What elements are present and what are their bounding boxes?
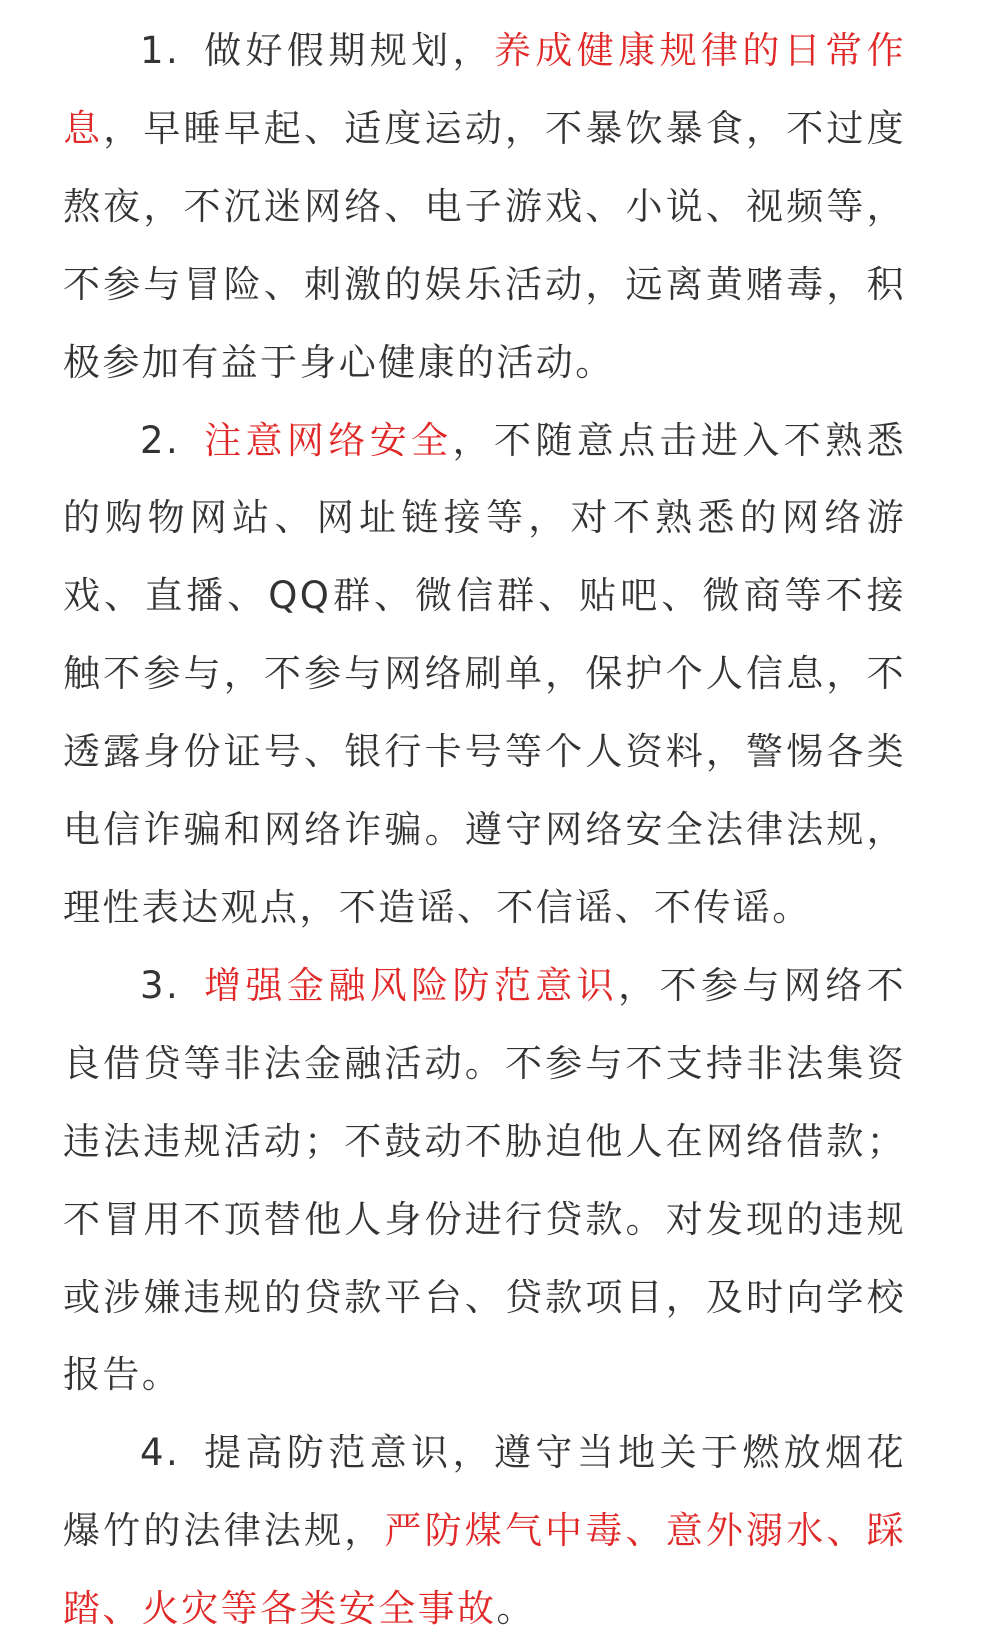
- item-number: 4.: [140, 1431, 181, 1475]
- item-text: ，不随意点击进入不熟悉的购物网站、网址链接等，对不熟悉的网络游戏、直播、QQ群、微信群、贴吧、微商等不接触不参与，不参与网络刷单，保护个人信息，不透露身份证号、银行卡号等个人资料，警惕各类电信诈骗和网络诈骗。遵守网络安全法律法规，理性表达观点，不造谣、不信谣、不传谣。: [63, 418, 906, 929]
- item-number: 1.: [140, 29, 181, 72]
- item-highlight: 严防煤气中毒、意外溺水、踩踏、火灾等各类安全事故: [63, 1509, 906, 1631]
- item-highlight: 注意网络安全: [202, 418, 453, 462]
- item-number: 2.: [140, 418, 181, 462]
- item-highlight: 养成健康规律的日常作息: [63, 29, 906, 150]
- safety-item-4: [63, 1414, 906, 1648]
- item-text: 。: [496, 1587, 536, 1631]
- article-body: [63, 12, 906, 1648]
- item-highlight: 增强金融风险防范意识: [202, 963, 619, 1007]
- safety-item-1: [63, 12, 906, 402]
- safety-item-2: [63, 402, 906, 947]
- item-text: 做好假期规划，: [202, 29, 494, 72]
- item-text: ，不参与网络不良借贷等非法金融活动。不参与不支持非法集资违法违规活动；不鼓动不胁迫他人在网络借款；不冒用不顶替他人身份进行贷款。对发现的违规或涉嫌违规的贷款平台、贷款项目，及时向学校报告。: [63, 963, 906, 1397]
- safety-item-3: [63, 947, 906, 1414]
- item-text: ，早睡早起、适度运动，不暴饮暴食，不过度熬夜，不沉迷网络、电子游戏、小说、视频等，不参与冒险、刺激的娱乐活动，远离黄赌毒，积极参加有益于身心健康的活动。: [63, 106, 907, 384]
- item-number: 3.: [140, 963, 181, 1007]
- item-text: 提高防范意识，遵守当地关于燃放烟花爆竹的法律法规，: [63, 1431, 906, 1553]
